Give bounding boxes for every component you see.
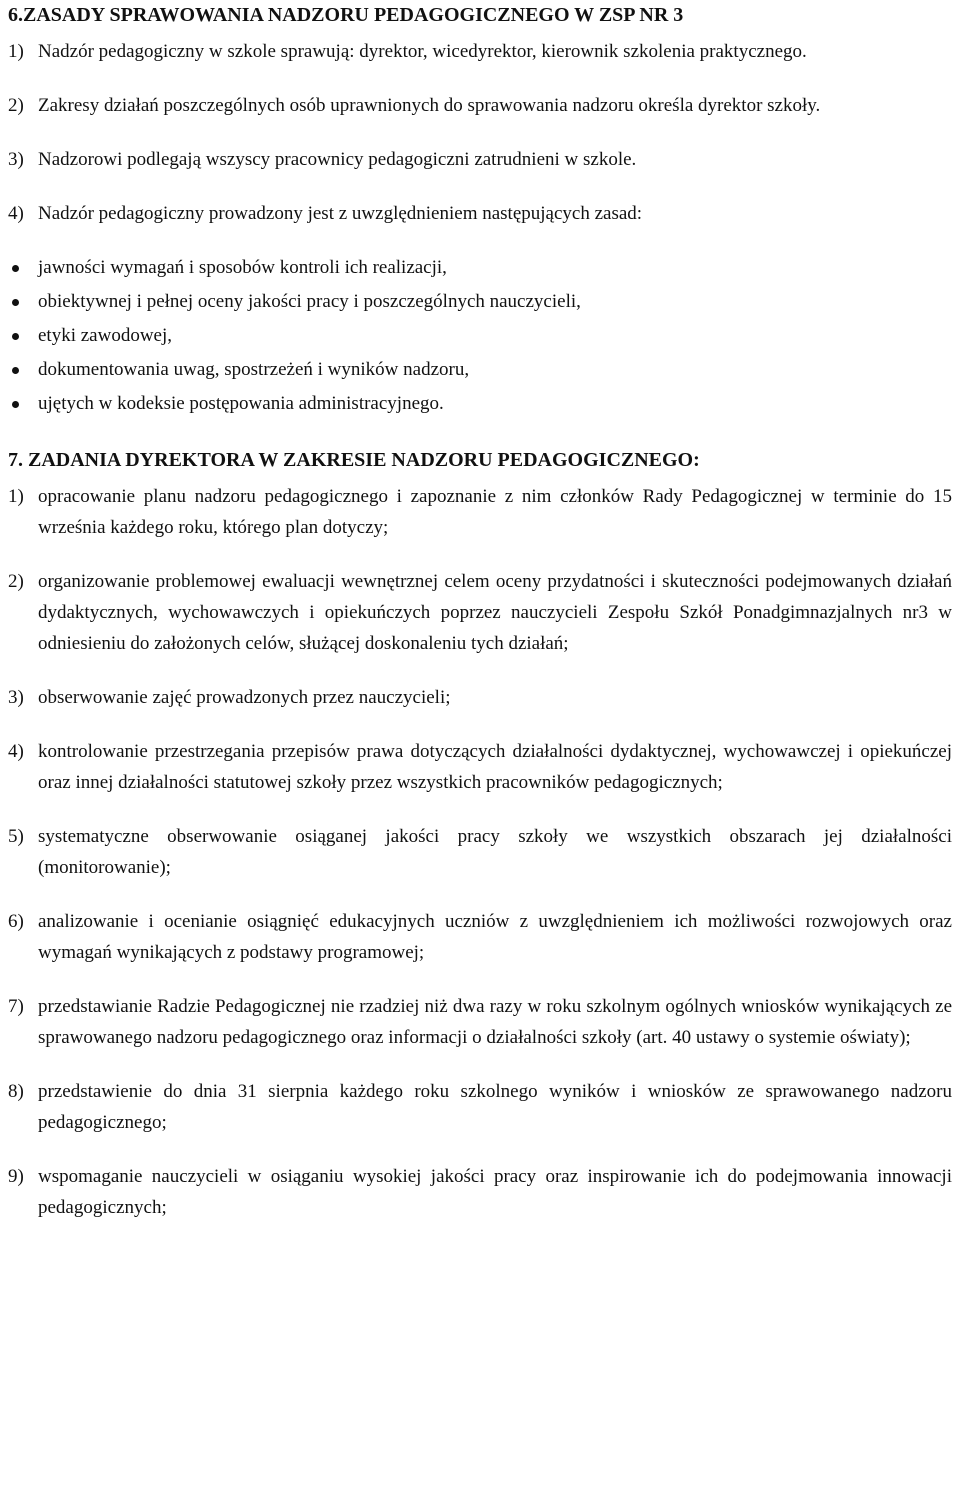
item-text: opracowanie planu nadzoru pedagogicznego i zapoznanie z nim członków Rady Pedagogicznej w terminie do 15 września każdego roku, którego plan dotyczy; (38, 486, 952, 538)
section-6-item-1 (8, 36, 952, 67)
item-text: systematyczne obserwowanie osiąganej jakości pracy szkoły we wszystkich obszarach jej działalności (monitorowanie); (38, 826, 952, 878)
section-7-item-4 (8, 736, 952, 798)
item-text: przedstawienie do dnia 31 sierpnia każdego roku szkolnego wyników i wniosków ze sprawowanego nadzoru pedagogicznego; (38, 1081, 952, 1133)
item-number: 3) (8, 149, 24, 170)
item-text: Nadzór pedagogiczny prowadzony jest z uwzględnieniem następujących zasad: (38, 203, 643, 224)
item-number: 1) (8, 486, 24, 507)
item-text: Nadzorowi podlegają wszyscy pracownicy pedagogiczni zatrudnieni w szkole. (38, 149, 637, 170)
item-number: 3) (8, 687, 24, 708)
item-number: 2) (8, 571, 24, 592)
bullet-icon (8, 387, 38, 421)
item-number: 6) (8, 911, 24, 932)
item-text: Zakresy działań poszczególnych osób uprawnionych do sprawowania nadzoru określa dyrektor szkoły. (38, 95, 821, 116)
principles-bullet-list (8, 251, 952, 421)
bullet-item (8, 251, 952, 285)
item-number: 2) (8, 95, 24, 116)
section-7-item-5 (8, 821, 952, 883)
item-text: obserwowanie zajęć prowadzonych przez nauczycieli; (38, 687, 451, 708)
item-text: analizowanie i ocenianie osiągnięć edukacyjnych uczniów z uwzględnieniem ich możliwości rozwojowych oraz wymagań wynikających z podstawy programowej; (38, 911, 952, 963)
section-7-item-7 (8, 991, 952, 1053)
item-number: 4) (8, 741, 24, 762)
bullet-text: obiektywnej i pełnej oceny jakości pracy i poszczególnych nauczycieli, (38, 291, 581, 312)
item-number: 8) (8, 1081, 24, 1102)
item-text: organizowanie problemowej ewaluacji wewnętrznej celem oceny przydatności i skuteczności podejmowanych działań dydaktycznych, wychowawczych i opiekuńczych poprzez nauczycieli Zespołu Szkół Ponadgimnazjalnych nr3 w odniesieniu do założonych celów, służącej doskonaleniu tych działań; (38, 571, 952, 654)
item-number: 4) (8, 203, 24, 224)
item-text: przedstawianie Radzie Pedagogicznej nie rzadziej niż dwa razy w roku szkolnym ogólnych wniosków wynikających ze sprawowanego nadzoru pedagogicznego oraz informacji o działalności szkoły (art. 40 ustawy o systemie oświaty); (38, 996, 952, 1048)
bullet-text: dokumentowania uwag, spostrzeżeń i wyników nadzoru, (38, 359, 470, 380)
bullet-icon (8, 353, 38, 387)
section-7-item-8 (8, 1076, 952, 1138)
bullet-item (8, 285, 952, 319)
bullet-text: ujętych w kodeksie postępowania administracyjnego. (38, 393, 444, 414)
item-text: kontrolowanie przestrzegania przepisów prawa dotyczących działalności dydaktycznej, wychowawczej i opiekuńczej oraz innej działalności statutowej szkoły przez wszystkich pracowników pedagogicznych; (38, 741, 952, 793)
bullet-item (8, 319, 952, 353)
section-6-item-2 (8, 90, 952, 121)
item-number: 9) (8, 1166, 24, 1187)
section-6-heading: 6.ZASADY SPRAWOWANIA NADZORU PEDAGOGICZNEGO W ZSP NR 3 (8, 4, 684, 26)
item-text: wspomaganie nauczycieli w osiąganiu wysokiej jakości pracy oraz inspirowanie ich do podejmowania innowacji pedagogicznych; (38, 1166, 952, 1218)
bullet-text: jawności wymagań i sposobów kontroli ich realizacji, (38, 257, 447, 278)
bullet-icon (8, 285, 38, 319)
section-7-item-2 (8, 566, 952, 659)
item-number: 1) (8, 41, 24, 62)
section-7-item-1 (8, 481, 952, 543)
section-7-item-9 (8, 1161, 952, 1223)
section-7-heading: 7. ZADANIA DYREKTORA W ZAKRESIE NADZORU PEDAGOGICZNEGO: (8, 449, 700, 471)
bullet-icon (8, 319, 38, 353)
section-6-item-3 (8, 144, 952, 175)
section-7-item-6 (8, 906, 952, 968)
item-number: 7) (8, 996, 24, 1017)
item-text: Nadzór pedagogiczny w szkole sprawują: dyrektor, wicedyrektor, kierownik szkolenia praktycznego. (38, 41, 807, 62)
item-number: 5) (8, 826, 24, 847)
section-6-item-4 (8, 198, 952, 229)
bullet-icon (8, 251, 38, 285)
section-7-item-3 (8, 682, 952, 713)
bullet-item (8, 387, 952, 421)
bullet-text: etyki zawodowej, (38, 325, 173, 346)
bullet-item (8, 353, 952, 387)
